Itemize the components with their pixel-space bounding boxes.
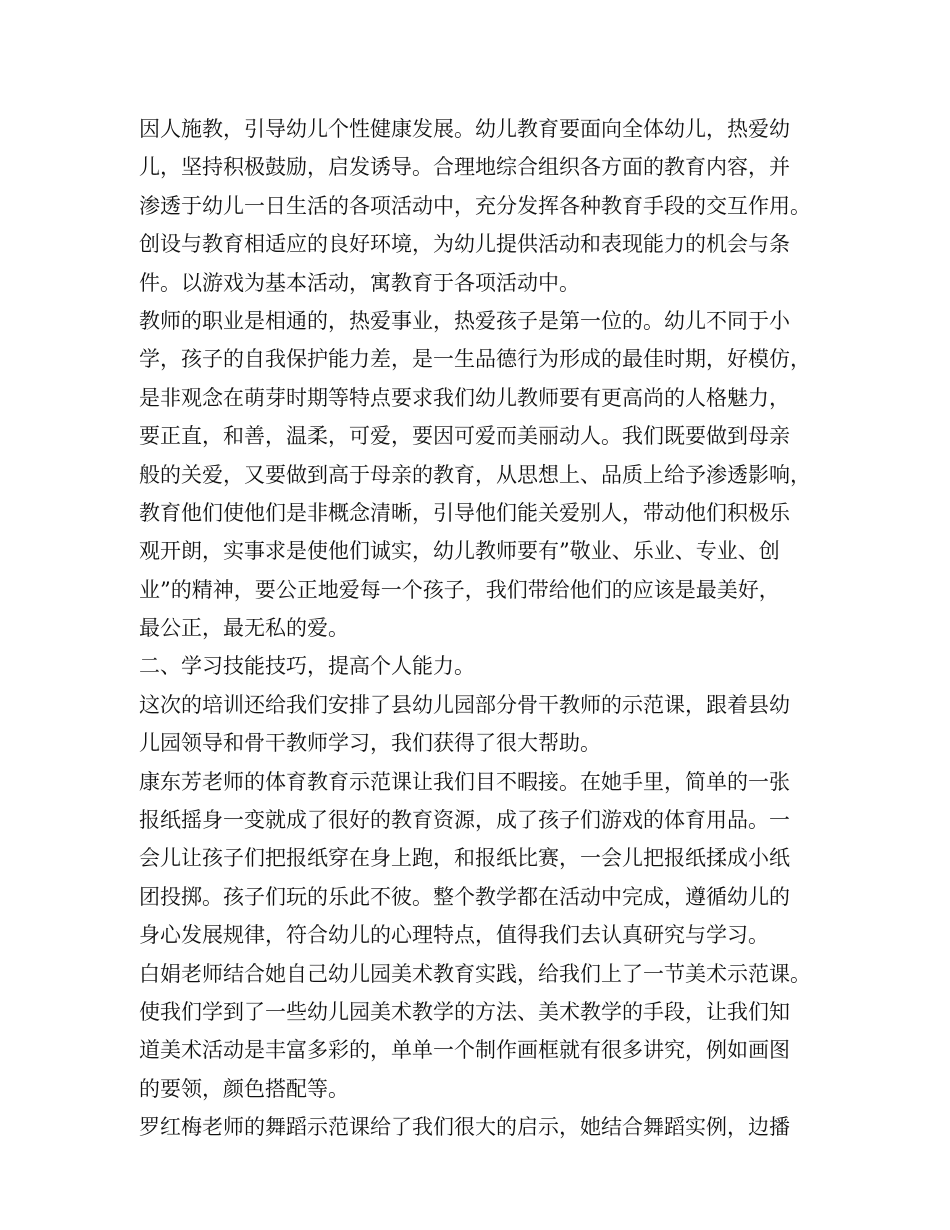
text-line: 观开朗，实事求是使他们诚实，幼儿教师要有”敬业、乐业、专业、创 xyxy=(139,539,780,564)
text-line: 是非观念在萌芽时期等特点要求我们幼儿教师要有更高尚的人格魅力， xyxy=(139,385,790,410)
section-heading: 二、学习技能技巧，提高个人能力。 xyxy=(139,654,475,679)
text-line: 白娟老师结合她自己幼儿园美术教育实践，给我们上了一节美术示范课。 xyxy=(139,961,811,986)
text-line: 要正直，和善，温柔，可爱，要因可爱而美丽动人。我们既要做到母亲 xyxy=(139,424,790,449)
text-line: 团投掷。孩子们玩的乐此不彼。整个教学都在活动中完成，遵循幼儿的 xyxy=(139,884,790,909)
text-line: 创设与教育相适应的良好环境，为幼儿提供活动和表现能力的机会与条 xyxy=(139,232,790,257)
text-line: 儿，坚持积极鼓励，启发诱导。合理地综合组织各方面的教育内容，并 xyxy=(139,155,790,180)
body-text xyxy=(139,110,839,1147)
text-line: 报纸摇身一变就成了很好的教育资源，成了孩子们游戏的体育用品。一 xyxy=(139,808,790,833)
text-line: 康东芳老师的体育教育示范课让我们目不暇接。在她手里，简单的一张 xyxy=(139,769,790,794)
text-line: 道美术活动是丰富多彩的，单单一个制作画框就有很多讲究，例如画图 xyxy=(139,1038,790,1063)
text-line: 教师的职业是相通的，热爱事业，热爱孩子是第一位的。幼儿不同于小 xyxy=(139,308,790,333)
text-line: 使我们学到了一些幼儿园美术教学的方法、美术教学的手段，让我们知 xyxy=(139,999,790,1024)
text-line: 罗红梅老师的舞蹈示范课给了我们很大的启示，她结合舞蹈实例，边播 xyxy=(139,1115,790,1140)
text-line: 因人施教，引导幼儿个性健康发展。幼儿教育要面向全体幼儿，热爱幼 xyxy=(139,117,790,141)
text-line: 渗透于幼儿一日生活的各项活动中，充分发挥各种教育手段的交互作用。 xyxy=(139,193,811,218)
text-line: 般的关爱，又要做到高于母亲的教育，从思想上、品质上给予渗透影响， xyxy=(139,462,811,487)
text-line: 教育他们使他们是非概念清晰，引导他们能关爱别人，带动他们积极乐 xyxy=(139,500,790,525)
text-line: 身心发展规律，符合幼儿的心理特点，值得我们去认真研究与学习。 xyxy=(139,923,769,948)
text-line: 的要领，颜色搭配等。 xyxy=(139,1076,349,1101)
text-line: 这次的培训还给我们安排了县幼儿园部分骨干教师的示范课，跟着县幼 xyxy=(139,692,790,717)
text-line: 儿园领导和骨干教师学习，我们获得了很大帮助。 xyxy=(139,731,601,756)
text-line: 学，孩子的自我保护能力差，是一生品德行为形成的最佳时期，好模仿， xyxy=(139,347,811,372)
text-line: 业”的精神，要公正地爱每一个孩子，我们带给他们的应该是最美好， xyxy=(139,577,780,602)
text-line: 会儿让孩子们把报纸穿在身上跑，和报纸比赛，一会儿把报纸揉成小纸 xyxy=(139,846,790,871)
text-line: 件。以游戏为基本活动，寓教育于各项活动中。 xyxy=(139,270,580,295)
text-line: 最公正，最无私的爱。 xyxy=(139,616,349,641)
